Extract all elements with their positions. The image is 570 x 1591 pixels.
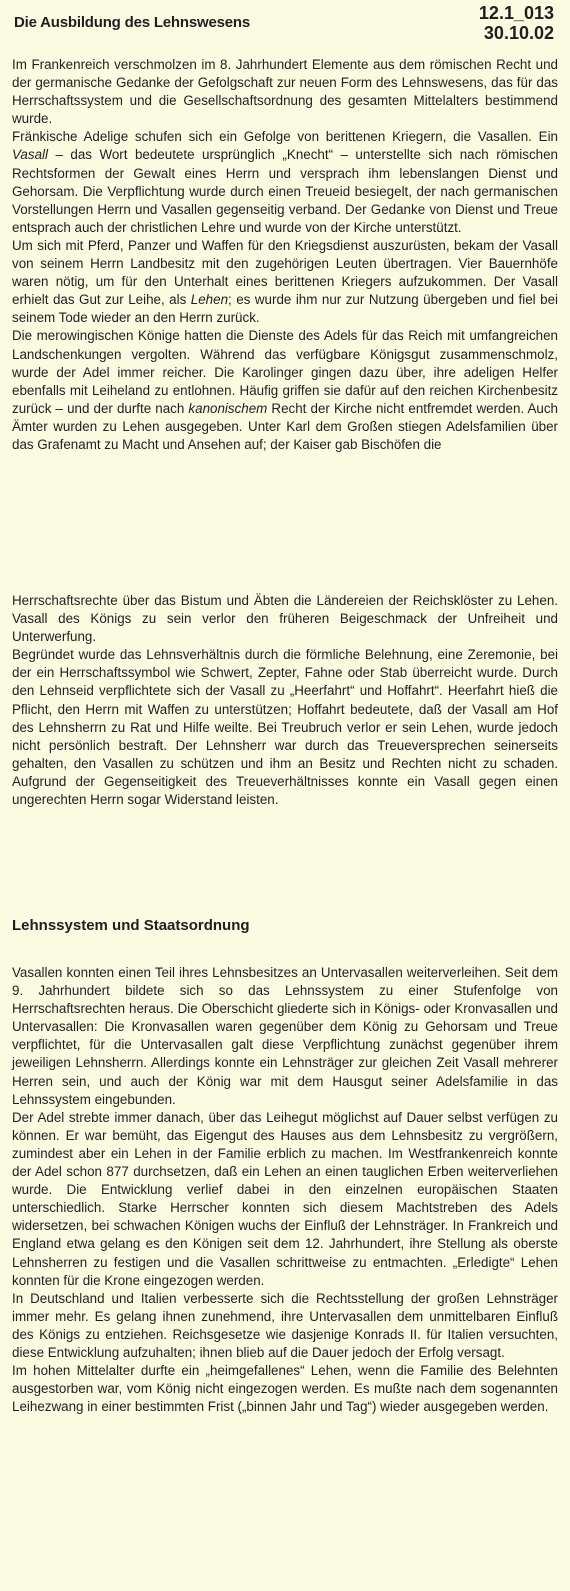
document-id-number: 12.1_013 bbox=[478, 3, 554, 23]
paragraph: Herrschaftsrechte über das Bistum und Äbten die Ländereien der Reichsklöster zu Lehen. Vasall des Königs zu sein verlor den früheren Beigeschmack der Unfreiheit und Unterwerfung. bbox=[12, 593, 558, 645]
emphasis-term: kanonischem bbox=[188, 400, 268, 416]
paragraph: Um sich mit Pferd, Panzer und Waffen für den Kriegsdienst auszurüsten, bekam der Vasall von seinem Herrn Landbesitz mit den zugehörigen Leuten übertragen. Vier Bauernhöfe waren nötig, um für den Unterhalt eines berittenen Kriegers aufzukommen. Der Vasall erhielt das Gut zur Leihe, als Lehen; es wurde ihm nur zur Nutzung übergeben und fiel bei seinem Tode wieder an den Herrn zurück. bbox=[12, 237, 559, 326]
paragraph: Begründet wurde das Lehnsverhältnis durch die förmliche Belehnung, eine Zeremonie, bei der ein Herrschaftssymbol wie Schwert, Zepter, Fahne oder Stab überreicht wurde. Durch den Lehnseid verpflichtete sich der Vasall zu „Heerfahrt“ und Hoffahrt“. Heerfahrt hieß die Pflicht, den Herrn mit Waffen zu unterstützen; Hoffahrt bedeutete, daß der Vasall am Hof des Lehnsherrn zu Rat und Hilfe weilte. Bei Treubruch verlor er sein Lehen, wurde jedoch nicht persönlich bestraft. Der Lehnsherr war durch das Treueversprechen seinerseits gehalten, den Vasallen zu schützen und ihm an Besitz und Rechten nicht zu schaden. Aufgrund der Gegenseitigkeit des Treueverhältnisses konnte ein Vasall gegen einen ungerechten Herrn sogar Widerstand leisten. bbox=[12, 647, 558, 808]
emphasis-term: Vasall bbox=[12, 147, 48, 163]
section-heading: Lehnssystem und Staatsordnung bbox=[12, 917, 250, 934]
document-title: Die Ausbildung des Lehnswesens bbox=[14, 14, 250, 31]
emphasis-term: Lehen bbox=[190, 292, 229, 308]
section-belehnung bbox=[12, 592, 558, 809]
document-id bbox=[479, 3, 554, 43]
paragraph: In Deutschland und Italien verbesserte sich die Rechtsstellung der großen Lehnsträger immer mehr. Es gelang ihnen zunehmend, ihre Untervasallen dem unmittelbaren Einfluß des Königs zu entziehen. Reichsgesetze wie dasjenige Konrads II. für Italien versuchten, diese Entwicklung aufzuhalten; ihnen blieb auf die Dauer jedoch der Erfolg versagt. bbox=[12, 1290, 558, 1360]
paragraph: Vasallen konnten einen Teil ihres Lehnsbesitzes an Untervasallen weiterverleihen. Seit dem 9. Jahrhundert bildete sich so das Lehnssystem zu einer Stufenfolge von Herrschaftsrechten heraus. Die Oberschicht gliederte sich in Königs- oder Kronvasallen und Untervasallen: Die Kronvasallen waren gegenüber dem König zu Gehorsam und Treue verpflichtet, für die Untervasallen galt diese Verpflichtung zunächst gegenüber ihrem jeweiligen Lehnsherrn. Allerdings konnte ein Lehnsträger zur gleichen Zeit Vasall mehrerer Herren sein, und auch der König war mit dem Hausgut seiner Adelsfamilie in das Lehnssystem eingebunden. bbox=[12, 965, 558, 1107]
document-id-date: 30.10.02 bbox=[483, 23, 554, 43]
paragraph: Der Adel strebte immer danach, über das Leihegut möglichst auf Dauer selbst verfügen zu können. Er war bemüht, das Eigengut des Hauses aus dem Lehnsbesitz zu vergrößern, zumindest aber ein Lehen in der Familie erblich zu machen. Im Westfrankenreich konnte der Adel schon 877 durchsetzen, daß ein Lehen an einen tauglichen Erben weiterverliehen wurde. Die Entwicklung verlief dabei in den einzelnen europäischen Staaten unterschiedlich. Starke Herrscher konnten sich diesem Machtstreben des Adels widersetzen, bei schwachen Königen wuchs der Einfluß der Lehnsträger. In Frankreich und England etwa gelang es den Königen seit dem 12. Jahrhundert, ihre Stellung als oberste Lehnsherren zu festigen und die Vasallen schrittweise zu entmachten. „Erledigte“ Lehen konnten für die Krone eingezogen werden. bbox=[12, 1109, 558, 1288]
paragraph: Die merowingischen Könige hatten die Dienste des Adels für das Reich mit umfangreichen Landschenkungen vergolten. Während das verfügbare Königsgut zusammenschmolz, wurde der Adel immer reicher. Die Karolinger gingen dazu über, ihre adeligen Helfer ebenfalls mit Leiheland zu entlohnen. Häufig griffen sie dafür auf den reichen Kirchenbesitz zurück – und der durfte nach kanonischem Recht der Kirche nicht entfremdet werden. Auch Ämter wurden zu Lehen ausgegeben. Unter Karl dem Großen stiegen Adelsfamilien über das Grafenamt zu Macht und Ansehen auf; der Kaiser gab Bischöfen die bbox=[12, 328, 558, 452]
paragraph: Im Frankenreich verschmolzen im 8. Jahrhundert Elemente aus dem römischen Recht und der germanische Gedanke der Gefolgschaft zur neuen Form des Lehnswesens, das für das Herrschaftssystem und die Gesellschaftsordnung des gesamten Mittelalters bestimmend wurde. bbox=[12, 57, 558, 127]
section-lehnssystem bbox=[12, 964, 558, 1416]
paragraph: Fränkische Adelige schufen sich ein Gefolge von berittenen Kriegern, die Vasallen. Ein Vasall – das Wort bedeutete ursprünglich „Knecht“ – unterstellte sich nach römischen Rechtsformen der Gewalt eines Herrn und versprach ihm lebenslangen Dienst und Gehorsam. Die Verpflichtung wurde durch einen Treueid besiegelt, der nach germanischen Vorstellungen Herrn und Vasallen gegenseitig verband. Der Gedanke von Dienst und Treue entsprach auch der christlichen Lehre und wurde von der Kirche unterstützt. bbox=[12, 129, 558, 235]
paragraph: Im hohen Mittelalter durfte ein „heimgefallenes“ Lehen, wenn die Familie des Belehnten ausgestorben war, vom König nicht eingezogen werden. Es mußte nach dem sogenannten Leihezwang in einer bestimmten Frist („binnen Jahr und Tag“) wieder ausgegeben werden. bbox=[12, 1363, 558, 1415]
section-intro bbox=[12, 56, 558, 454]
